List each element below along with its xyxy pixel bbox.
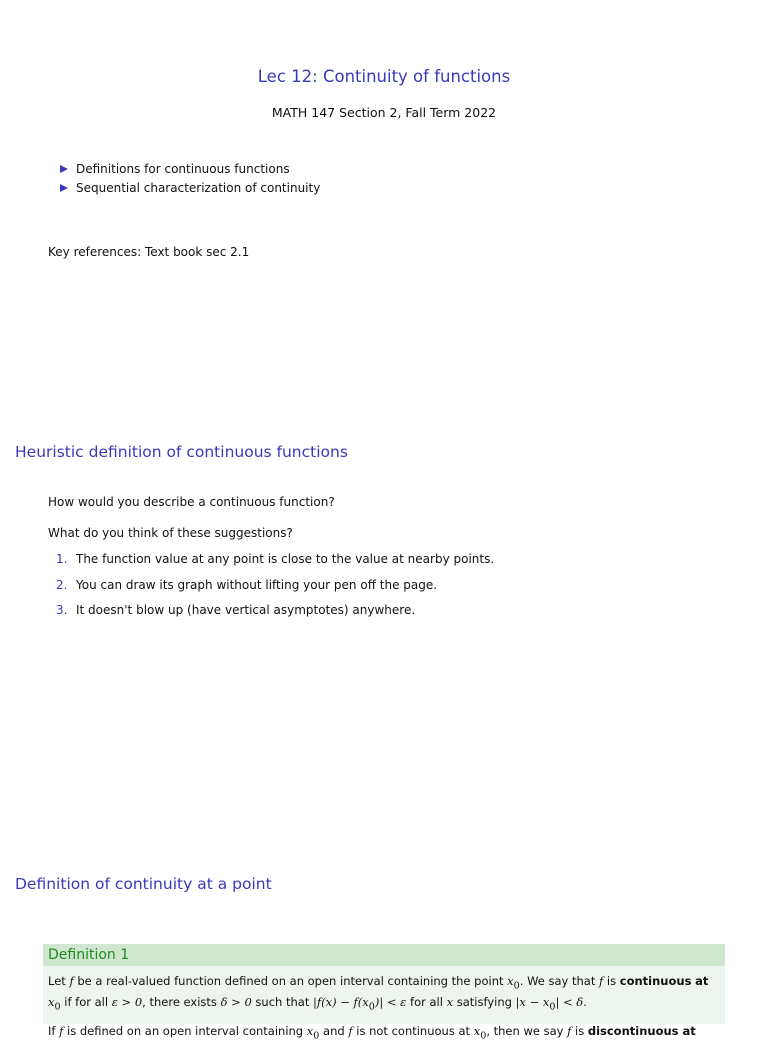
text: is	[603, 974, 620, 988]
list-item	[56, 551, 494, 577]
math-symbol: x	[507, 974, 514, 988]
math-subscript: 0	[313, 1029, 320, 1041]
definition-body	[43, 966, 725, 1044]
text: is not continuous at	[352, 1023, 474, 1038]
text: is defined on an open interval containing	[63, 1023, 307, 1038]
math-expression: δ > 0	[220, 995, 252, 1010]
math-symbol: f	[69, 974, 74, 988]
outline-item	[60, 161, 320, 180]
text: be a real-valued function defined on an open interval containing the point	[73, 974, 508, 988]
text: .	[583, 995, 587, 1010]
outline-item-text: Sequential characterization of continuity	[76, 181, 321, 195]
math-symbol: f	[599, 974, 604, 988]
text: . We say that	[519, 974, 600, 988]
math-subscript: 0	[368, 1001, 375, 1013]
item-number: 1.	[56, 552, 68, 566]
outline-item-text: Definitions for continuous functions	[76, 162, 290, 176]
text: If	[48, 1023, 60, 1038]
suggestion-list	[56, 551, 494, 628]
title-slide	[0, 0, 768, 380]
text: Let	[48, 974, 70, 988]
lecture-title: Lec 12: Continuity of functions	[257, 67, 511, 86]
math-symbol: x	[306, 1023, 314, 1038]
triangle-bullet-icon	[60, 165, 68, 173]
course-subtitle: MATH 147 Section 2, Fall Term 2022	[271, 105, 497, 120]
math-expression: |x − x	[515, 995, 550, 1010]
math-symbol: f	[59, 1023, 64, 1038]
frame-title: Heuristic definition of continuous functions	[15, 443, 348, 461]
bold-term: continuous	[619, 974, 692, 988]
definition-paragraph	[48, 1023, 720, 1044]
math-expression: ε > 0	[111, 995, 143, 1010]
definition-label: Definition 1	[43, 944, 725, 966]
math-expression: )| < ε	[374, 995, 407, 1010]
text: is	[571, 1023, 588, 1038]
math-symbol: x	[473, 1023, 481, 1038]
math-expression: | < δ	[555, 995, 584, 1010]
item-text: It doesn't blow up (have vertical asymptotes) anywhere.	[76, 603, 416, 617]
list-item	[56, 577, 494, 603]
math-symbol: f	[567, 1023, 572, 1038]
bold-term: discontinuous at	[587, 1023, 696, 1038]
list-item	[56, 602, 494, 628]
outline-item	[60, 180, 320, 199]
math-subscript: 0	[549, 1001, 556, 1013]
item-number: 2.	[56, 577, 68, 592]
text: for all	[406, 995, 447, 1010]
text: , there exists	[142, 995, 221, 1010]
math-symbol: x	[446, 995, 454, 1010]
bold-term: at	[695, 974, 709, 988]
text: , then we say	[486, 1023, 568, 1038]
frame-title: Definition of continuity at a point	[15, 875, 272, 893]
text: if for all	[60, 995, 112, 1010]
math-symbol: x	[48, 995, 55, 1010]
question-text: How would you describe a continuous function?	[48, 495, 335, 509]
definition-block	[43, 944, 725, 1041]
math-subscript: 0	[480, 1029, 487, 1041]
math-expression: |f(x) − f(x	[313, 995, 369, 1010]
math-symbol: f	[348, 1023, 353, 1038]
text: satisfying	[453, 995, 516, 1010]
triangle-bullet-icon	[60, 184, 68, 192]
text: such that	[251, 995, 313, 1010]
math-subscript: 0	[54, 1001, 61, 1013]
item-text: You can draw its graph without lifting your pen off the page.	[76, 577, 438, 592]
key-references: Key references: Text book sec 2.1	[48, 245, 250, 259]
item-text: The function value at any point is close to the value at nearby points.	[76, 552, 495, 566]
text: and	[319, 1023, 349, 1038]
math-subscript: 0	[513, 980, 520, 992]
definition-paragraph	[48, 973, 720, 1016]
outline-list	[60, 161, 320, 199]
prompt-text: What do you think of these suggestions?	[48, 526, 293, 540]
item-number: 3.	[56, 603, 68, 617]
